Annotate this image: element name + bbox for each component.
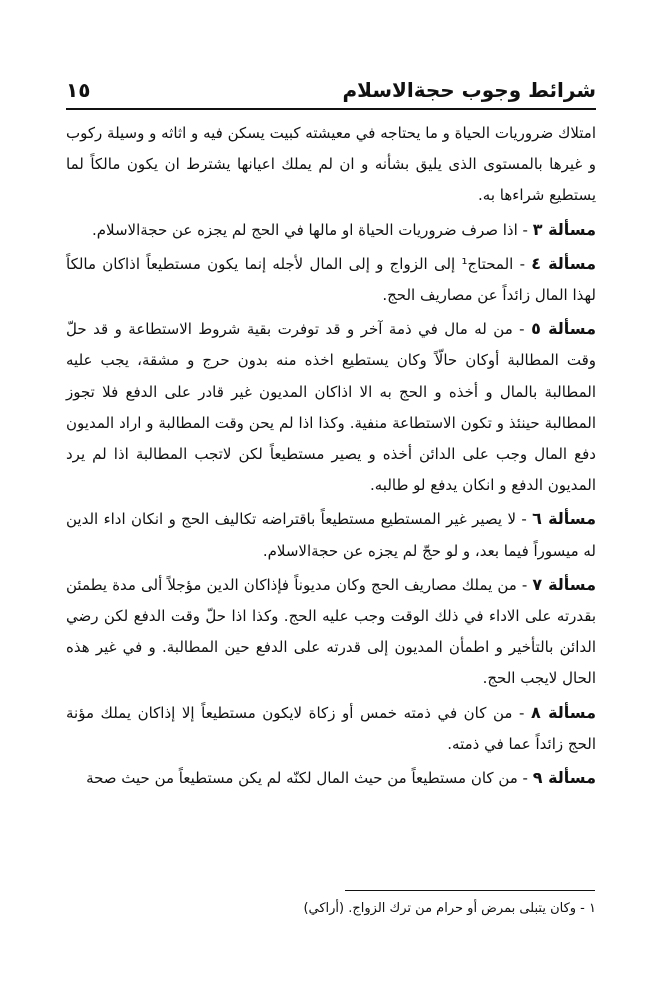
issue-paragraph — [66, 697, 596, 760]
issue-text: - اذا صرف ضروريات الحياة او مالها في الحج لم يجزه عن حجةالاسلام. — [91, 220, 528, 239]
paragraph-text: امتلاك ضروريات الحياة و ما يحتاجه في معيشته كبيت يسكن فيه و اثاثه و وسيلة ركوب و غيرها بالمستوى الذى يليق بشأنه و ان لم يملك اعيانها يشترط ان يكون مالكاً لما يستطيع شراءها به. — [66, 124, 596, 205]
issue-paragraph — [66, 569, 596, 695]
chapter-title: شرائط وجوب حجةالاسلام — [342, 78, 596, 102]
issue-label: مسألة ٤ — [531, 253, 596, 273]
issue-label: مسألة ٦ — [532, 509, 596, 529]
issue-text: - من كان في ذمته خمس أو زكاة لايكون مستطيعاً إلا إذاكان يملك مؤنة الحج زائداً عما في ذمته. — [66, 703, 596, 753]
footnote: ١ - وكان يتبلى بمرض أو حرام من ترك الزواج. (أراكي) — [303, 901, 596, 916]
paragraph — [66, 118, 596, 212]
body-text — [66, 118, 596, 796]
issue-paragraph — [66, 214, 596, 246]
header-divider — [66, 108, 596, 110]
issue-label: مسألة ٩ — [532, 768, 596, 788]
issue-paragraph — [66, 503, 596, 566]
issue-text: - من يملك مصاريف الحج وكان مديوناً فإذاكان الدين مؤجلاً ألى مدة يطمئن بقدرته على الاداء في ذلك الوقت وجب عليه الحج. وكذا اذا حلّ وقت الدفع لكن رضي الدائن بالتأخير و اطمأن المديون إلى قدرته على الدفع حين المطالبة. و في غير هذه الحال لايجب الحج. — [66, 575, 596, 688]
issue-text: - من كان مستطيعاً من حيث المال لكنّه لم يكن مستطيعاً من حيث صحة — [86, 769, 528, 788]
issue-paragraph — [66, 762, 596, 794]
page-number: ١٥ — [66, 78, 91, 102]
issue-label: مسألة ٨ — [530, 702, 596, 722]
issue-label: مسألة ٥ — [531, 319, 596, 339]
issue-text: - لا يصير غير المستطيع مستطيعاً باقتراضه تكاليف الحج و انكان اداء الدين له ميسوراً فيما بعد، و لو حجّ لم يجزه عن حجةالاسلام. — [66, 510, 596, 560]
issue-paragraph — [66, 313, 596, 501]
issue-label: مسألة ٧ — [532, 574, 596, 594]
running-header — [66, 76, 596, 110]
issue-text: - المحتاج¹ إلى الزواج و إلى المال لأجله إنما يكون مستطيعاً اذاكان مالكاً لهذا المال زائداً عن مصاريف الحج. — [66, 254, 596, 305]
footnote-divider — [345, 890, 595, 891]
issue-paragraph — [66, 248, 596, 311]
issue-text: - من له مال في ذمة آخر و قد توفرت بقية شروط الاستطاعة و قد حلّ وقت المطالبة أوكان حالّاً وكان يستطيع اخذه منه بدون حرج و مشقة، يجب عليه المطالبة بالمال و أخذه و الحج به الا اذاكان المديون غير قادر على الدفع فلا تجوز المطالبة حينئذ و تكون الاستطاعة منفية. وكذا اذا لم يحن وقت المطالبة و اراد المديون دفع المال وجب على الدائن أخذه و يصير مستطيعاً لكن لاتجب المطالبة اذا لم يرد المديون الدفع و انكان يدفع لو طالبه. — [66, 320, 596, 495]
issue-label: مسألة ٣ — [532, 219, 596, 239]
